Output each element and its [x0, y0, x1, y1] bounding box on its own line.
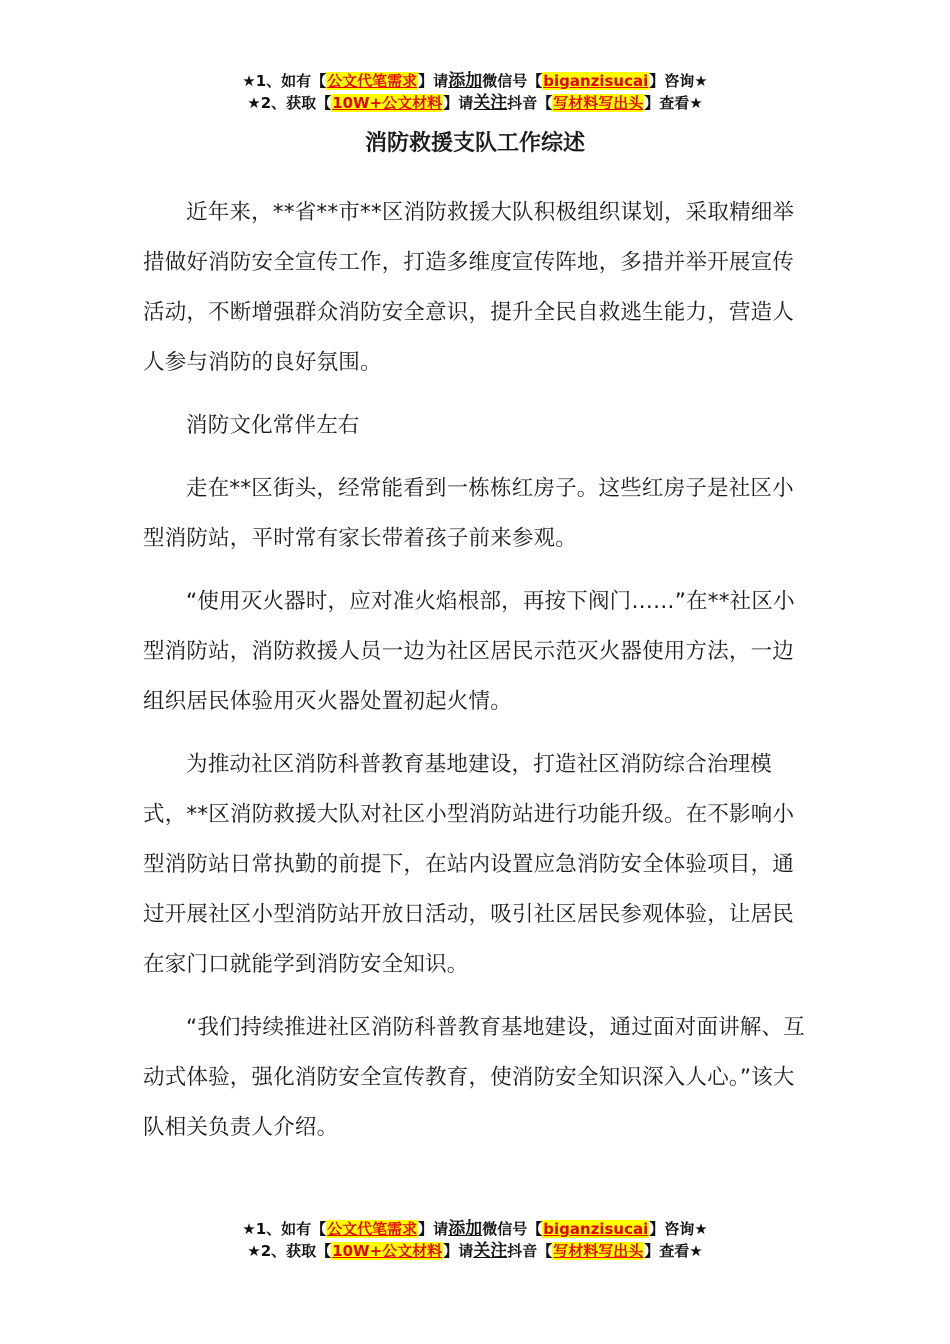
ad-text: ★1、如有【	[242, 72, 327, 90]
paragraph: “我们持续推进社区消防科普教育基地建设，通过面对面讲解、互动式体验，强化消防安全宣传教育，使消防安全知识深入人心。”该大队相关负责人介绍。	[143, 1015, 805, 1140]
ad-emphasis: 关注	[473, 1241, 508, 1261]
ad-text: 】查看★	[644, 94, 703, 112]
document-title: 消防救援支队工作综述	[364, 131, 585, 156]
ad-text: 】咨询★	[649, 72, 708, 90]
ad-highlight-service: 公文代笔需求	[327, 1220, 418, 1238]
ad-emphasis: 关注	[473, 93, 508, 113]
ad-line-1	[0, 1218, 950, 1240]
document-body	[143, 188, 813, 1166]
ad-text: 】请	[418, 1220, 449, 1238]
ad-line-2	[0, 1240, 950, 1262]
ad-text: 抖音【	[507, 1242, 553, 1260]
paragraph: 为推动社区消防科普教育基地建设，打造社区消防综合治理模式，**区消防救援大队对社区小型消防站进行功能升级。在不影响小型消防站日常执勤的前提下，在站内设置应急消防安全体验项目，通过开展社区小型消防站开放日活动，吸引社区居民参观体验，让居民在家门口就能学到消防安全知识。	[143, 752, 795, 977]
ad-text: 】咨询★	[649, 1220, 708, 1238]
ad-douyin-account[interactable]: 写材料写出头	[553, 94, 644, 112]
ad-highlight-materials: 10W+公文材料	[332, 1242, 443, 1260]
ad-line-2	[0, 92, 950, 114]
ad-text: ★2、获取【	[247, 1242, 332, 1260]
paragraph: “使用灭火器时，应对准火焰根部，再按下阀门……”在**社区小型消防站，消防救援人员一边为社区居民示范灭火器使用方法，一边组织居民体验用灭火器处置初起火情。	[143, 589, 795, 714]
ad-text: 】查看★	[644, 1242, 703, 1260]
ad-highlight-materials: 10W+公文材料	[332, 94, 443, 112]
ad-text: 】请	[418, 72, 449, 90]
ad-text: 微信号【	[482, 1220, 543, 1238]
ad-emphasis: 添加	[448, 1219, 483, 1239]
ad-douyin-account[interactable]: 写材料写出头	[553, 1242, 644, 1260]
ad-highlight-service: 公文代笔需求	[327, 72, 418, 90]
ad-text: 】请	[443, 1242, 474, 1260]
ad-text: 抖音【	[507, 94, 553, 112]
section-heading: 消防文化常伴左右	[186, 413, 360, 438]
ad-text: ★1、如有【	[242, 1220, 327, 1238]
ad-emphasis: 添加	[448, 71, 483, 91]
paragraph: 近年来，**省**市**区消防救援大队积极组织谋划，采取精细举措做好消防安全宣传工作，打造多维度宣传阵地，多措并举开展宣传活动，不断增强群众消防安全意识，提升全民自救逃生能力，营造人人参与消防的良好氛围。	[143, 200, 795, 375]
ad-wechat-id[interactable]: biganzisucai	[543, 72, 649, 90]
ad-text: ★2、获取【	[247, 94, 332, 112]
ad-text: 】请	[443, 94, 474, 112]
ad-line-1	[0, 70, 950, 92]
ad-text: 微信号【	[482, 72, 543, 90]
ad-wechat-id[interactable]: biganzisucai	[543, 1220, 649, 1238]
ad-banner-top	[0, 70, 950, 114]
ad-banner-bottom	[0, 1218, 950, 1262]
paragraph: 走在**区街头，经常能看到一栋栋红房子。这些红房子是社区小型消防站，平时常有家长带着孩子前来参观。	[143, 476, 794, 551]
